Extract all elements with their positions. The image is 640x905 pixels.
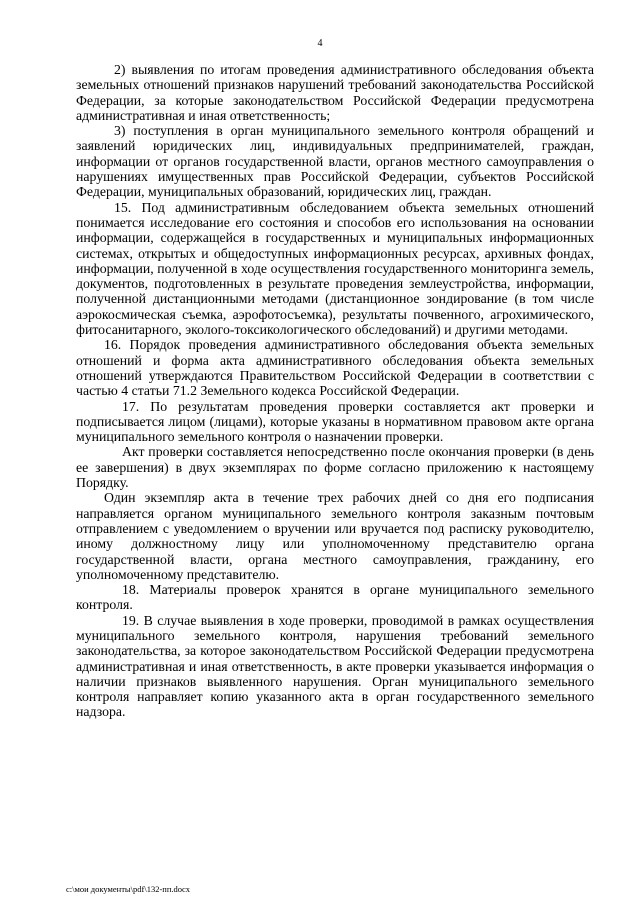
paragraph-18: 18. Материалы проверок хранятся в органе муниципального земельного контроля. — [76, 582, 594, 613]
paragraph-15: 15. Под административным обследованием объекта земельных отношений понимается исследование его состояния и способов его использования на основании информации, содержащейся в государственных и муниципальных информационных системах, открытых и общедоступных информационных ресурсах, архивных фондах, информации, полученной в ходе осуществления государственного мониторинга земель, документов, подготовленных в результате проведения землеустройства, информации, полученной дистанционными методами (дистанционное зондирование (в том числе аэрокосмическая съемка, аэрофотосъемка), результаты почвенного, агрохимического, фитосанитарного, эколого-токсикологического обследований) и другими методами. — [76, 199, 594, 338]
page-number: 4 — [317, 38, 323, 49]
paragraph-19: 19. В случае выявления в ходе проверки, проводимой в рамках осуществления муниципального земельного контроля, нарушения требований земельного законодательства, за которое законодательством Российской Федерации предусмотрена административная и иная ответственность, в акте проверки указывается информация о наличии признаков выявленного нарушения. Орган муниципального земельного контроля направляет копию указанного акта в орган государственного земельного надзора. — [76, 612, 594, 720]
paragraph-item-3: 3) поступления в орган муниципального земельного контроля обращений и заявлений юридических лиц, индивидуальных предпринимателей, граждан, информации от органов государственной власти, органов местного самоуправления о нарушениях имущественных прав Российской Федерации, субъектов Российской Федерации, муниципальных образований, юридических лиц, граждан. — [76, 123, 594, 200]
paragraph-item-2: 2) выявления по итогам проведения административного обследования объекта земельных отношений признаков нарушений требований законодательства Российской Федерации, за которые законодательством Российской Федерации предусмотрена административная и иная ответственность; — [76, 62, 594, 123]
paragraph-17: 17. По результатам проведения проверки составляется акт проверки и подписывается лицом (лицами), которые указаны в нормативном правовом акте органа муниципального земельного контроля о назначении проверки. — [76, 398, 594, 445]
paragraph-16: 16. Порядок проведения административного обследования объекта земельных отношений и форма акта административного обследования объекта земельных отношений утверждаются Правительством Российской Федерации в соответствии с частью 4 статьи 71.2 Земельного кодекса Российской Федерации. — [76, 337, 594, 399]
file-path-footer: c:\мои документы\pdf\132-пп.docx — [66, 884, 191, 894]
paragraph-17-act: Акт проверки составляется непосредственно после окончания проверки (в день ее завершения) в двух экземплярах по форме согласно приложению к настоящему Порядку. — [76, 444, 594, 491]
paragraph-17-copy: Один экземпляр акта в течение трех рабочих дней со дня его подписания направляется органом муниципального земельного контроля заказным почтовым отправлением с уведомлением о вручении или вручается под расписку руководителю, иному должностному лицу или уполномоченному представителю органа государственной власти, органа местного самоуправления, гражданину, его уполномоченному представителю. — [76, 490, 594, 582]
document-body — [76, 62, 594, 720]
